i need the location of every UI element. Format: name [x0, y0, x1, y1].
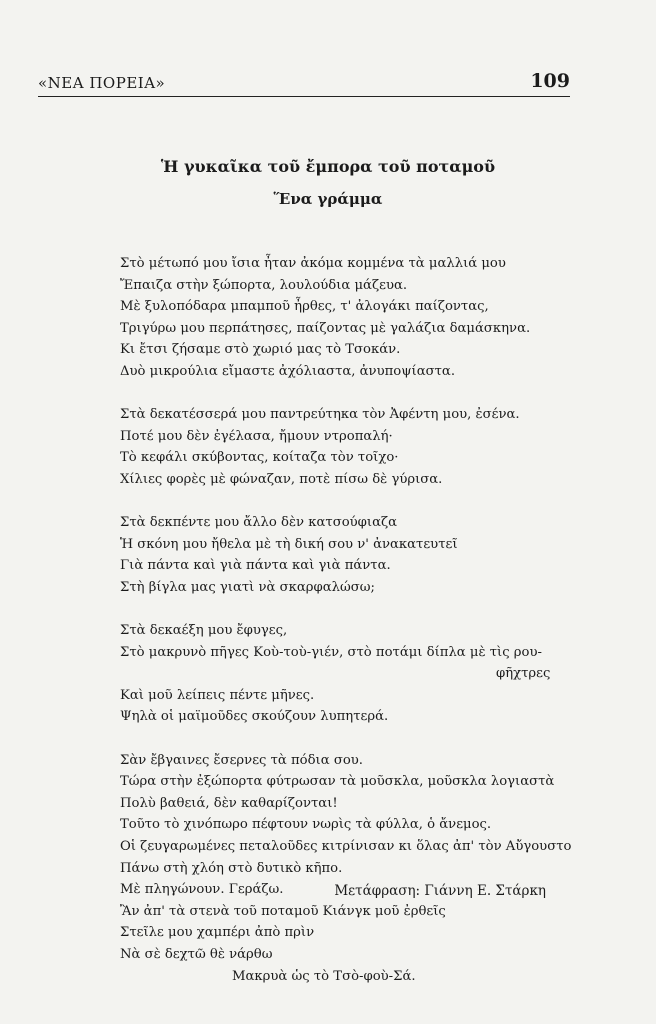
poem-line: Ἂν ἀπ' τὰ στενὰ τοῦ ποταμοῦ Κιάνγκ μοῦ ἐρθεῖς	[120, 903, 446, 919]
poem-line: Στὸ μέτωπό μου ἴσια ἦταν ἀκόμα κομμένα τὰ μαλλιά μου	[120, 256, 506, 271]
translator-credit: Μετάφραση: Γιάννη Ε. Στάρκη	[334, 883, 546, 899]
poem-line: Δυὸ μικρούλια εἴμαστε ἀχόλιαστα, ἀνυποψίαστα.	[120, 363, 456, 379]
poem-line: Στὰ δεκατέσσερά μου παντρεύτηκα τὸν Ἀφέντη μου, ἐσένα.	[120, 407, 520, 423]
poem-line: Τώρα στὴν ἐξώπορτα φύτρωσαν τὰ μοῦσκλα, μοῦσκλα λογιαστὰ	[120, 774, 555, 790]
poem-line: Οἱ ζευγαρωμένες πεταλοῦδες κιτρίνισαν κι ὅλας ἀπ' τὸν Αὔγουστο	[120, 839, 572, 855]
stanza-gap	[120, 599, 590, 621]
stanza	[120, 253, 590, 383]
stanza	[120, 512, 590, 598]
journal-title: «ΝΕΑ ΠΟΡΕΙΑ»	[38, 74, 166, 92]
poem-line: Καὶ μοῦ λείπεις πέντε μῆνες.	[120, 687, 315, 703]
poem-line: Ψηλὰ οἱ μαϊμοῦδες σκούζουν λυπητερά.	[120, 709, 389, 725]
poem-line: Τὸ κεφάλι σκύβοντας, κοίταζα τὸν τοῖχο·	[120, 450, 399, 466]
poem-line: Στὸ μακρυνὸ πῆγες Κοὺ-τοὺ-γιέν, στὸ ποτάμι δίπλα μὲ τὶς ρου-	[120, 644, 542, 660]
poem-body	[120, 253, 590, 987]
poem-title: Ἡ γυκαῖκα τοῦ ἔμπορα τοῦ ποταμοῦ	[160, 157, 496, 176]
header-rule	[38, 96, 570, 97]
poem-line: Πάνω στὴ χλόη στὸ δυτικὸ κῆπο.	[120, 860, 343, 876]
stanza	[120, 620, 590, 728]
poem-line: Μὲ πληγώνουν. Γεράζω.	[120, 882, 284, 898]
poem-line: Ἡ σκόνη μου ἤθελα μὲ τὴ δική σου ν' ἀνακατευτεῖ	[120, 536, 458, 552]
stanza-gap	[120, 728, 590, 750]
page-header	[38, 70, 570, 94]
poem-line: Τοῦτο τὸ χινόπωρο πέφτουν νωρὶς τὰ φύλλα, ὁ ἄνεμος.	[120, 817, 492, 833]
poem-line: Σὰν ἔβγαινες ἔσερνες τὰ πόδια σου.	[120, 752, 363, 768]
poem-line-continuation: φῆχτρες	[496, 666, 551, 682]
poem-line: Στὰ δεκαέξη μου ἔφυγες,	[120, 623, 288, 639]
stanza	[120, 404, 590, 490]
poem-line: Γιὰ πάντα καὶ γιὰ πάντα καὶ γιὰ πάντα.	[120, 558, 391, 574]
poem-line: Ποτέ μου δὲν ἐγέλασα, ἤμουν ντροπαλή·	[120, 428, 393, 444]
poem-subtitle: Ἕνα γράμμα	[273, 190, 383, 208]
poem-line: Στεῖλε μου χαμπέρι ἀπὸ πρὶν	[120, 925, 315, 941]
stanza-gap	[120, 383, 590, 405]
poem-line: Στὰ δεκπέντε μου ἄλλο δὲν κατσούφιαζα	[120, 515, 398, 531]
poem-line: Ἔπαιζα στὴν ξώπορτα, λουλούδια μάζευα.	[120, 277, 408, 293]
stanza-gap	[120, 491, 590, 513]
poem-line: Νὰ σὲ δεχτῶ θὲ νάρθω	[120, 947, 273, 962]
poem-line: Κι ἔτσι ζήσαμε στὸ χωριό μας τὸ Τσοκάν.	[120, 342, 401, 358]
poem-line: Χίλιες φορὲς μὲ φώναζαν, ποτὲ πίσω δὲ γύρισα.	[120, 471, 443, 487]
poem-line: Στὴ βίγλα μας γιατὶ νὰ σκαρφαλώσω;	[120, 579, 375, 595]
stanza	[120, 750, 590, 988]
poem-line: Τριγύρω μου περπάτησες, παίζοντας μὲ γαλάζια δαμάσκηνα.	[120, 320, 531, 336]
poem-line: Πολὺ βαθειά, δὲν καθαρίζονται!	[120, 795, 338, 811]
poem-line-indented: Μακρυὰ ὡς τὸ Τσὸ-φοὺ-Σά.	[232, 968, 416, 984]
page-number: 109	[530, 70, 570, 92]
poem-line: Μὲ ξυλοπόδαρα μπαμποῦ ἦρθες, τ' ἀλογάκι παίζοντας,	[120, 299, 489, 315]
